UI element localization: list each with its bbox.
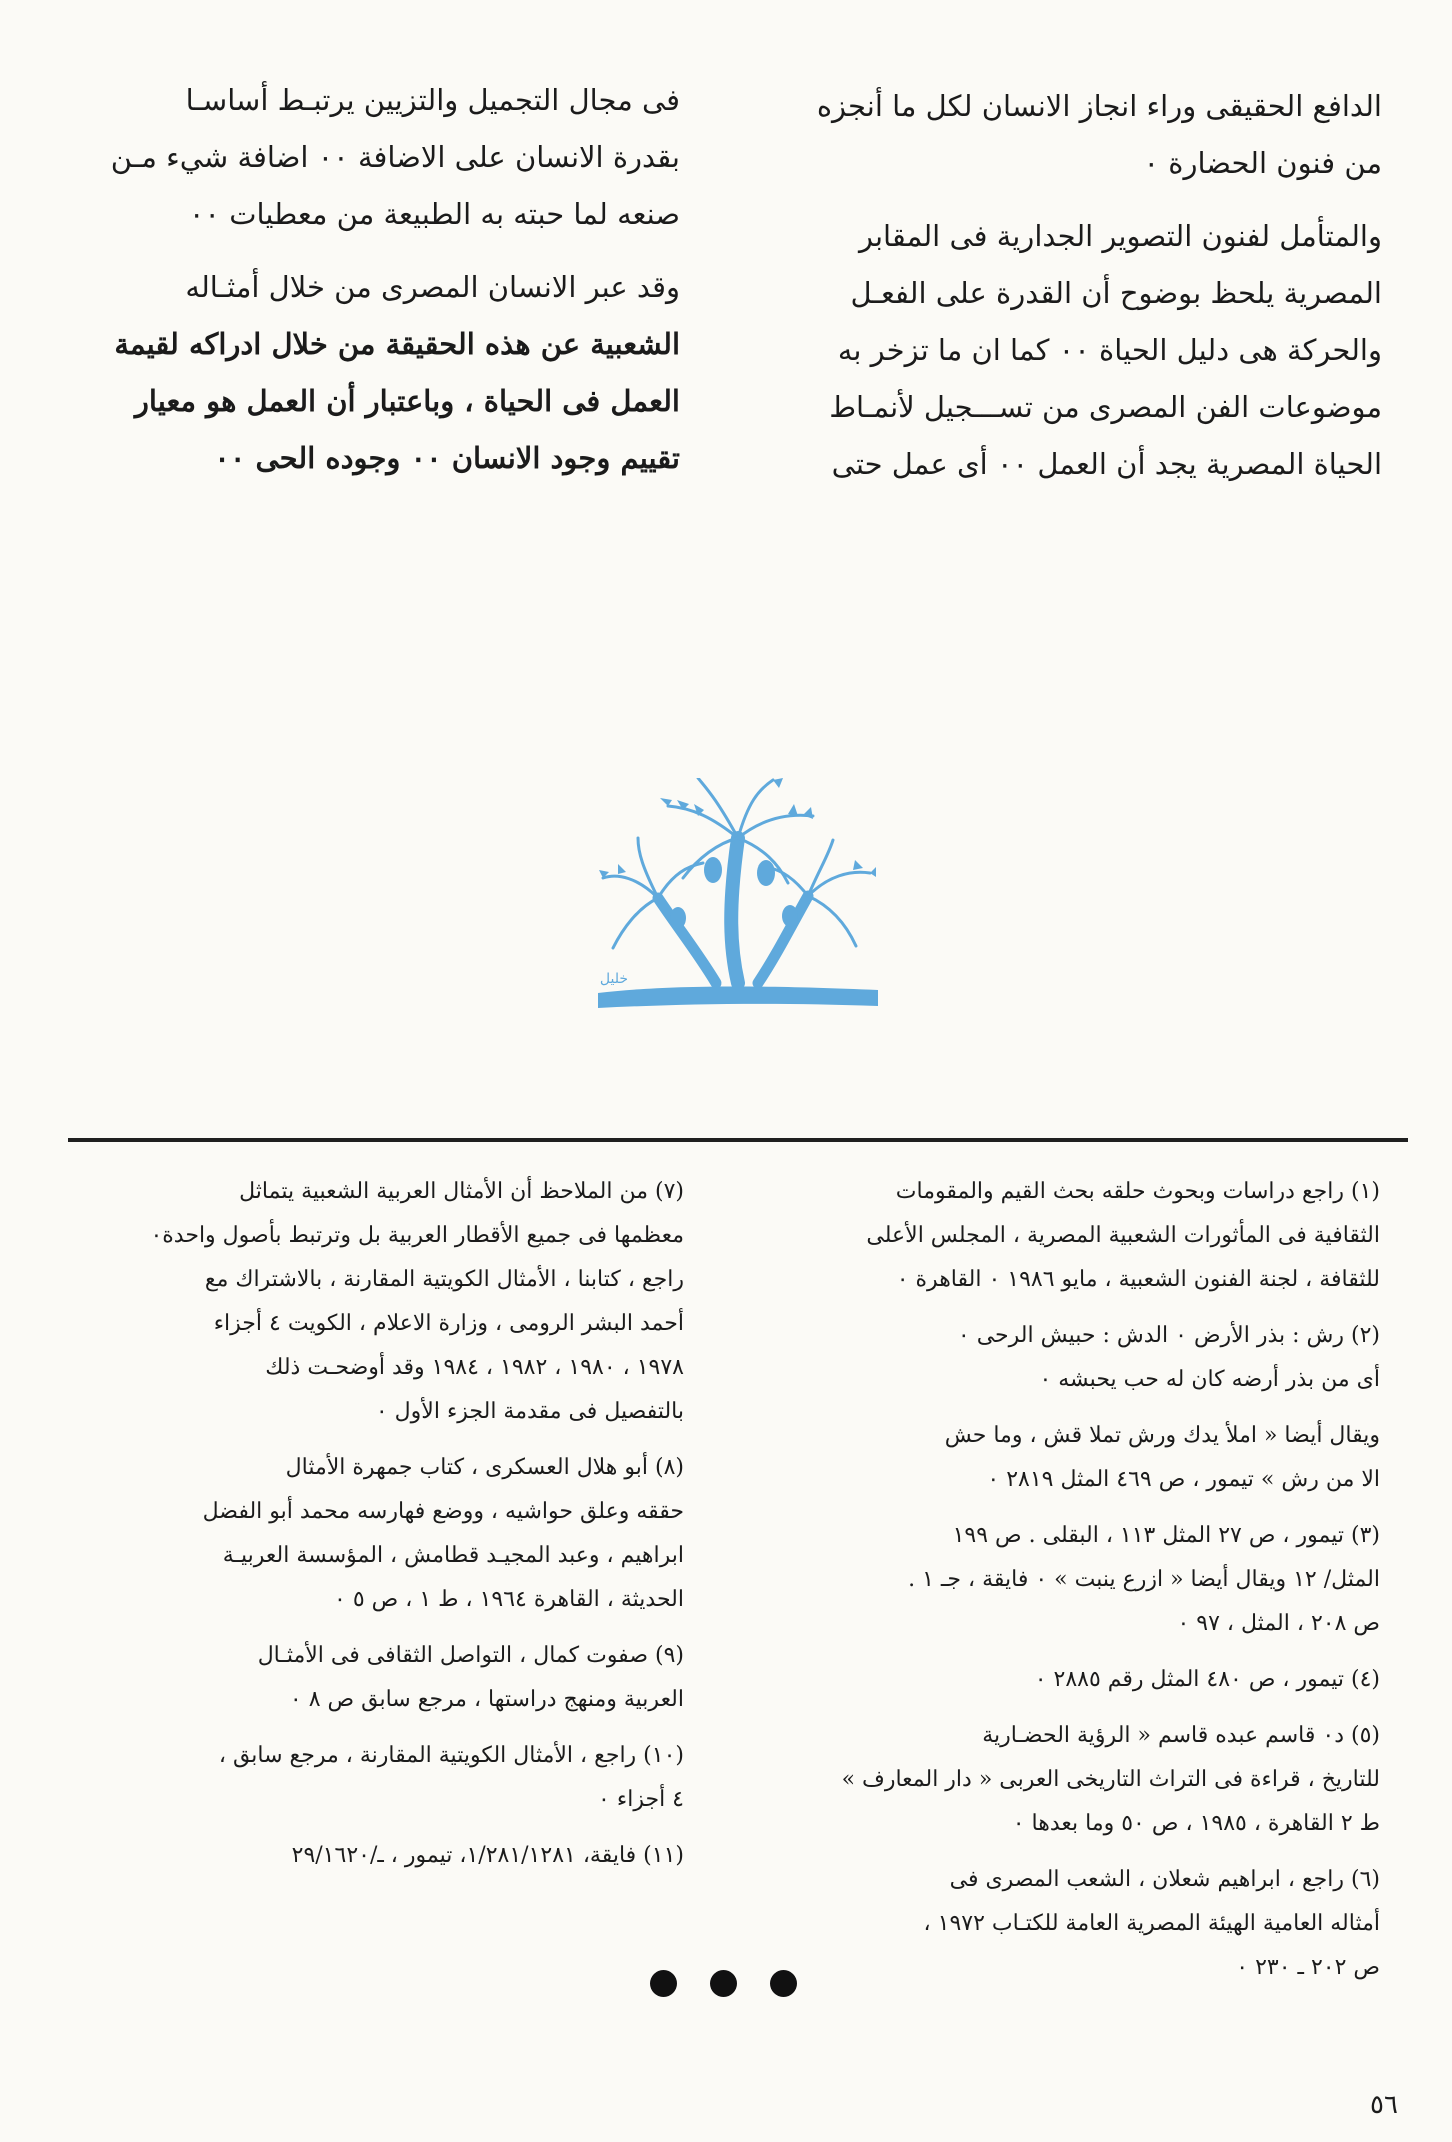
footnote-line: (٨) أبو هلال العسكرى ، كتاب جمهرة الأمثال <box>285 1455 684 1480</box>
footnote-line: (٣) تيمور ، ص ٢٧ المثل ١١٣ ، البقلى . ص ١٩٩ <box>952 1523 1380 1548</box>
footnote-line: للثقافة ، لجنة الفنون الشعبية ، مايو ١٩٨٦ ٠ القاهرة ٠ <box>896 1267 1380 1292</box>
footnotes-right <box>770 1170 1380 1990</box>
divider-rule <box>68 1138 1408 1142</box>
text-line: موضوعات الفن المصرى من تســـجيل لأنمـاط <box>829 390 1382 424</box>
footnote-line: أحمد البشر الرومى ، وزارة الاعلام ، الكويت ٤ أجزاء <box>213 1311 684 1336</box>
footnote-line: (٤) تيمور ، ص ٤٨٠ المثل رقم ٢٨٨٥ ٠ <box>1034 1667 1380 1692</box>
footnote-line: ط ٢ القاهرة ، ١٩٨٥ ، ص ٥٠ وما بعدها ٠ <box>1012 1811 1380 1836</box>
palm-signature: خليل <box>599 971 628 987</box>
palm-tree-illustration <box>598 778 878 1018</box>
footnote-line: (٧) من الملاحظ أن الأمثال العربية الشعبية يتماثل <box>239 1179 684 1204</box>
dot-icon <box>770 1970 797 1997</box>
footnote-line: أى من بذر أرضه كان له حب يحبشه ٠ <box>1039 1367 1380 1392</box>
footnote-line: ص ٢٠٢ ـ ٢٣٠ ٠ <box>1236 1955 1380 1980</box>
footnote-line: الثقافية فى المأثورات الشعبية المصرية ، المجلس الأعلى <box>866 1223 1380 1248</box>
text-line: من فنون الحضارة ٠ <box>1143 146 1382 180</box>
text-line: والحركة هى دليل الحياة ٠٠ كما ان ما تزخر به <box>837 333 1382 367</box>
page-number: ٥٦ <box>1370 2090 1398 2120</box>
dot-icon <box>650 1970 677 1997</box>
footnote-line: (٩) صفوت كمال ، التواصل الثقافى فى الأمثـال <box>257 1643 684 1668</box>
footnote-line: ٤ أجزاء ٠ <box>598 1787 684 1812</box>
footnote-line: ص ٢٠٨ ، المثل ، ٩٧ ٠ <box>1177 1611 1380 1636</box>
footnote-line: معظمها فى جميع الأقطار العربية بل وترتبط بأصول واحدة٠ <box>150 1223 684 1248</box>
footnotes-left <box>62 1170 684 1878</box>
footnote-line: الحديثة ، القاهرة ١٩٦٤ ، ط ١ ، ص ٥ ٠ <box>334 1587 684 1612</box>
footnote-line: ١٩٧٨ ، ١٩٨٠ ، ١٩٨٢ ، ١٩٨٤ وقد أوضحـت ذلك <box>265 1355 684 1380</box>
text-line: المصرية يلحظ بوضوح أن القدرة على الفعـل <box>850 276 1382 310</box>
footnote-line: (١) راجع دراسات وبحوث حلقه بحث القيم والمقومات <box>895 1179 1380 1204</box>
footnote-line: الا من رش » تيمور ، ص ٤٦٩ المثل ٢٨١٩ ٠ <box>987 1467 1380 1492</box>
text-line-bold: العمل فى الحياة ، وباعتبار أن العمل هو معيار <box>134 384 680 418</box>
text-line: والمتأمل لفنون التصوير الجدارية فى المقابر <box>858 219 1382 253</box>
text-line: الحياة المصرية يجد أن العمل ٠٠ أى عمل حتى <box>831 447 1382 481</box>
footnote-line: ابراهيم ، وعبد المجيـد قطامش ، المؤسسة العربيـة <box>222 1543 684 1568</box>
footnote-line: راجع ، كتابنا ، الأمثال الكويتية المقارنة ، بالاشتراك مع <box>204 1267 684 1292</box>
text-line: صنعه لما حبته به الطبيعة من معطيات ٠٠ <box>188 197 680 231</box>
text-line-bold: الشعبية عن هذه الحقيقة من خلال ادراكه لقيمة <box>114 327 680 361</box>
text-line: بقدرة الانسان على الاضافة ٠٠ اضافة شيء مـن <box>110 140 680 174</box>
text-line: فى مجال التجميل والتزيين يرتبـط أساسـا <box>185 83 680 117</box>
dot-icon <box>710 1970 737 1997</box>
text-line: الدافع الحقيقى وراء انجاز الانسان لكل ما أنجزه <box>816 89 1382 123</box>
footnote-line: (٢) رش : بذر الأرض ٠ الدش : حبيش الرحى ٠ <box>957 1323 1380 1348</box>
body-column-left <box>60 72 680 487</box>
section-end-dots <box>650 1970 800 2000</box>
text-line: وقد عبر الانسان المصرى من خلال أمثـاله <box>185 270 680 304</box>
text-line-bold: تقييم وجود الانسان ٠٠ وجوده الحى ٠٠ <box>214 441 680 475</box>
footnote-line: ويقال أيضا « املأ يدك ورش تملا قش ، وما حش <box>944 1423 1380 1448</box>
footnote-line: العربية ومنهج دراستها ، مرجع سابق ص ٨ ٠ <box>289 1687 684 1712</box>
body-column-right <box>762 78 1382 493</box>
footnote-line: (٥) د٠ قاسم عبده قاسم « الرؤية الحضـارية <box>982 1723 1380 1748</box>
footnote-line: بالتفصيل فى مقدمة الجزء الأول ٠ <box>375 1399 684 1424</box>
footnote-line: (١١) فايقة، ١/٢٨١/١٢٨١، تيمور ، ـ/٢٩/١٦٢٠ <box>291 1843 684 1868</box>
footnote-line: (١٠) راجع ، الأمثال الكويتية المقارنة ، مرجع سابق ، <box>218 1743 684 1768</box>
footnote-line: المثل/ ١٢ ويقال أيضا « ازرع ينبت » ٠ فايقة ، جـ ١ . <box>908 1567 1380 1592</box>
footnote-line: أمثاله العامية الهيئة المصرية العامة للكتـاب ١٩٧٢ ، <box>923 1911 1380 1936</box>
footnote-line: حققه وعلق حواشيه ، ووضع فهارسه محمد أبو الفضل <box>202 1499 684 1524</box>
footnote-line: (٦) راجع ، ابراهيم شعلان ، الشعب المصرى فى <box>949 1867 1380 1892</box>
footnote-line: للتاريخ ، قراءة فى التراث التاريخى العربى « دار المعارف » <box>841 1767 1380 1792</box>
